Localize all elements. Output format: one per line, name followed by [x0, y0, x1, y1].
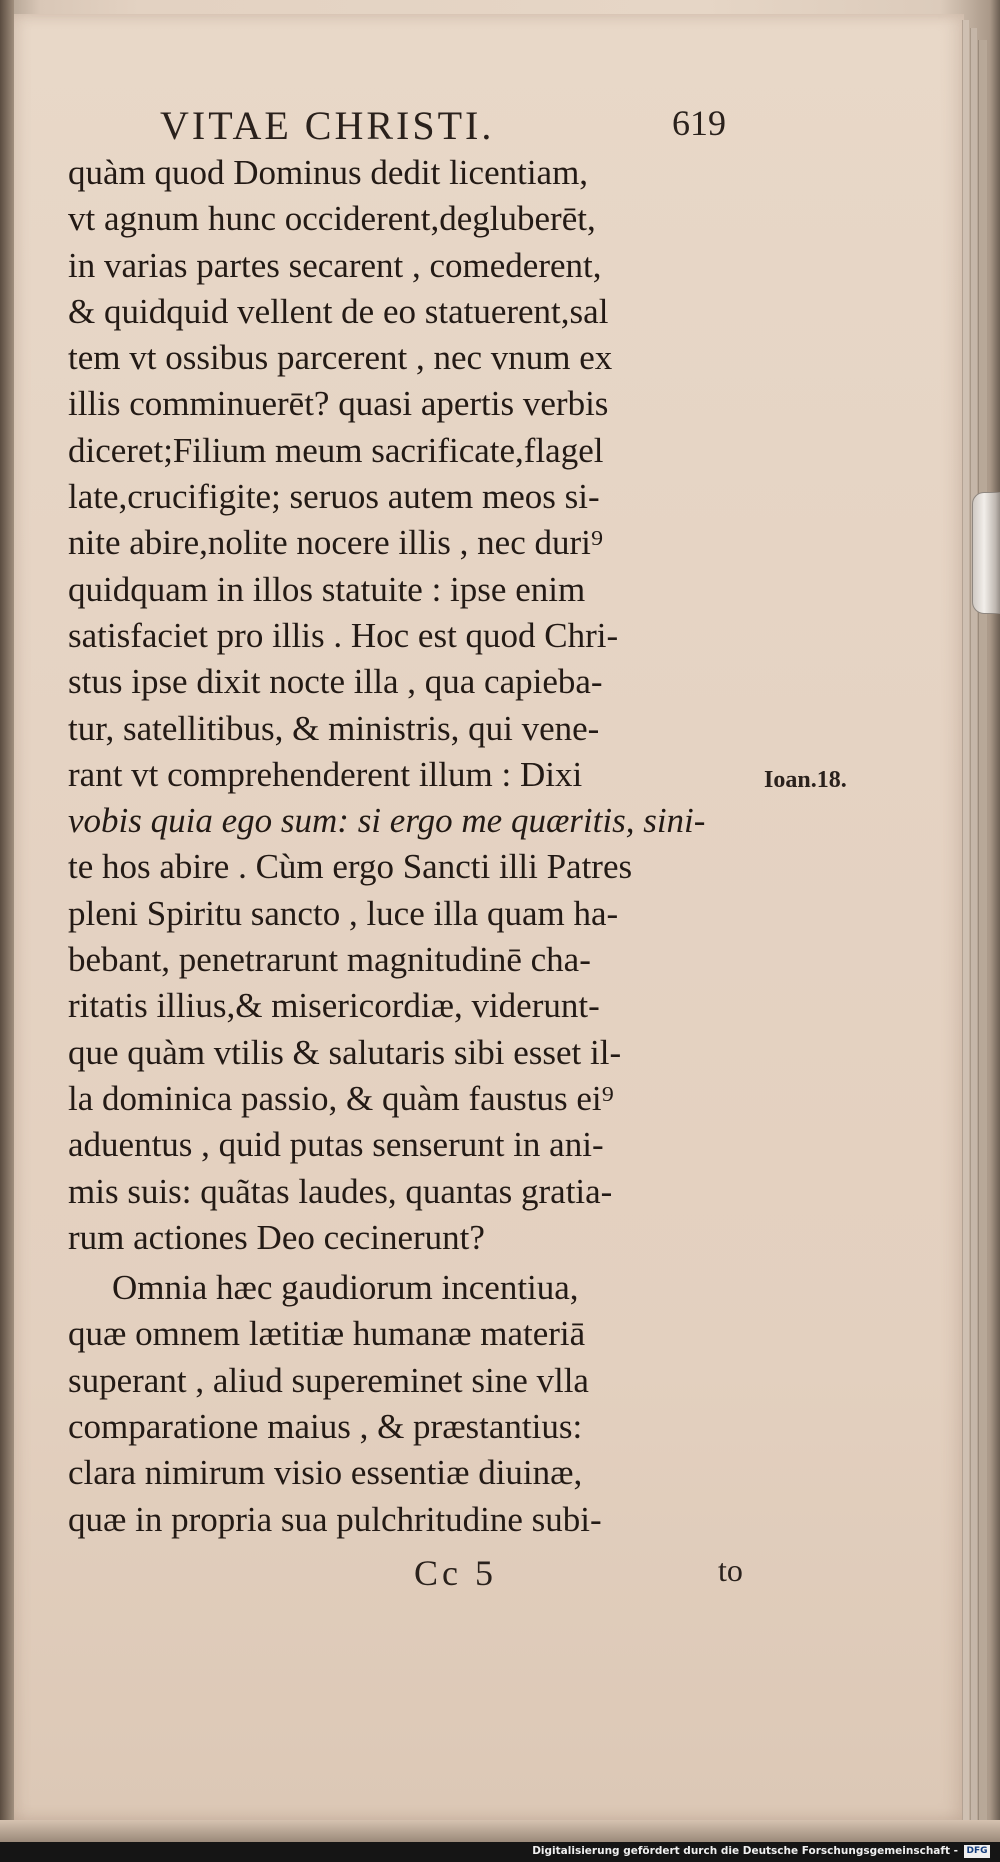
text-line: & quidquid vellent de eo statuerent,sal	[68, 291, 609, 331]
page-number: 619	[672, 103, 726, 143]
text-line: bebant, penetrarunt magnitudinē cha-	[68, 940, 591, 980]
text-line: late,crucifigite; seruos autem meos si-	[68, 477, 600, 517]
signature-mark: Cc 5	[414, 1553, 497, 1593]
text-line-italic: vobis quia ego sum: si ergo me quæritis, sini-	[68, 801, 706, 841]
text-line: quæ omnem lætitiæ humanæ materiā	[68, 1314, 586, 1354]
text-line: que quàm vtilis & salutaris sibi esset il-	[68, 1032, 622, 1072]
text-line: vt agnum hunc occiderent,degluberēt,	[68, 199, 596, 239]
running-head: VITAE CHRISTI.	[160, 103, 495, 148]
text-line: quàm quod Dominus dedit licentiam,	[68, 153, 589, 192]
text-line: superant , aliud supereminet sine vlla	[68, 1360, 589, 1400]
book-clasp	[972, 492, 1000, 614]
text-line: illis comminuerēt? quasi apertis verbis	[68, 384, 609, 424]
page-edge	[978, 40, 987, 1830]
text-line: la dominica passio, & quàm faustus ei⁹	[68, 1078, 614, 1118]
text-line: comparatione maius , & præstantius:	[68, 1407, 583, 1447]
text-line: nite abire,nolite nocere illis , nec duri⁹	[68, 523, 604, 563]
text-line: aduentus , quid putas senserunt in ani-	[68, 1125, 604, 1165]
text-line: ritatis illius,& misericordiæ, viderunt-	[68, 986, 600, 1026]
page-bottom-shadow	[0, 1820, 1000, 1842]
text-line: tur, satellitibus, & ministris, qui vene-	[68, 708, 600, 748]
text-line: stus ipse dixit nocte illa , qua capieba-	[68, 662, 603, 702]
page-edge	[962, 20, 969, 1830]
catchword: to	[718, 1552, 743, 1588]
text-line: rum actiones Deo cecinerunt?	[68, 1217, 485, 1257]
page-edge	[970, 28, 977, 1828]
text-line: tem vt ossibus parcerent , nec vnum ex	[68, 338, 613, 378]
paragraph-start-line: Omnia hæc gaudiorum incentiua,	[112, 1268, 579, 1308]
text-line: clara nimirum visio essentiæ diuinæ,	[68, 1453, 583, 1493]
text-line: quæ in propria sua pulchritudine subi-	[68, 1499, 602, 1539]
text-line: in varias partes secarent , comederent,	[68, 245, 602, 285]
text-line: diceret;Filium meum sacrificate,flagel	[68, 430, 604, 470]
body-text	[68, 150, 768, 1543]
marginal-note: Ioan.18.	[764, 767, 847, 793]
text-line: te hos abire . Cùm ergo Sancti illi Patres	[68, 847, 633, 887]
funding-credit: Digitalisierung gefördert durch die Deutsche Forschungsgemeinschaft -	[532, 1845, 958, 1857]
text-line: rant vt comprehenderent illum : Dixi	[68, 754, 583, 794]
text-line: mis suis: quãtas laudes, quantas gratia-	[68, 1171, 613, 1211]
dfg-logo: DFG	[964, 1845, 990, 1858]
text-line: quidquam in illos statuite : ipse enim	[68, 569, 586, 609]
text-line: satisfaciet pro illis . Hoc est quod Chri-	[68, 615, 619, 655]
text-line: pleni Spiritu sancto , luce illa quam ha-	[68, 893, 619, 933]
book-spine-edge	[0, 0, 14, 1862]
